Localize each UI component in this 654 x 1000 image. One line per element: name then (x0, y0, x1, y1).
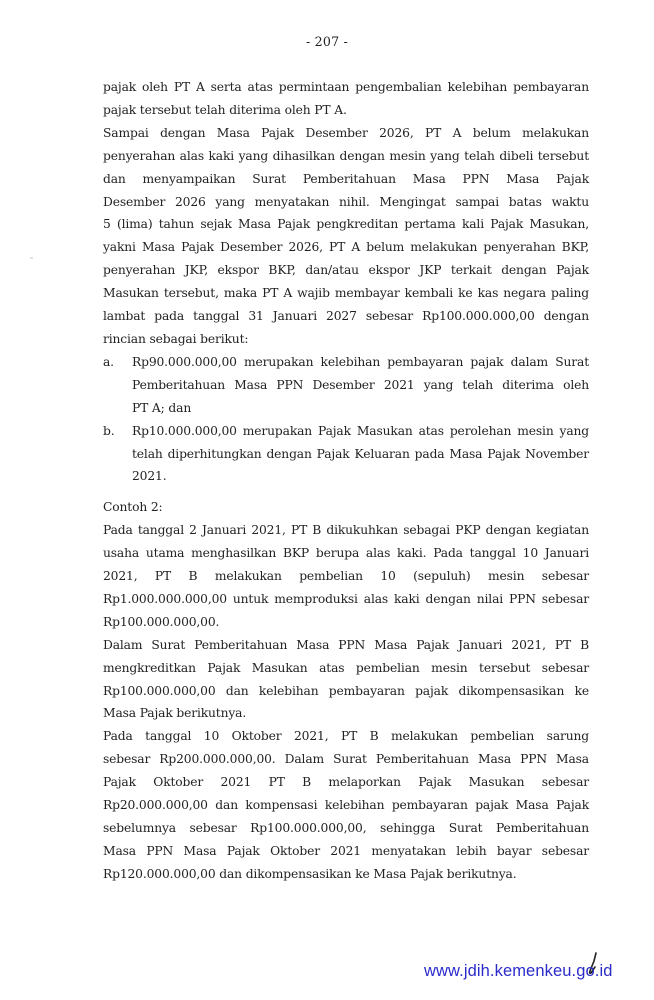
text-line: penyerahan JKP, ekspor BKP, dan/atau ekspor JKP terkait dengan Pajak (103, 263, 589, 278)
text-line: pajak oleh PT A serta atas permintaan pengembalian kelebihan pembayaran (103, 80, 589, 94)
text-line: Masa Pajak berikutnya. (103, 706, 247, 721)
paragraph-october-return (103, 725, 589, 885)
list-item (103, 420, 589, 489)
text-line: 2021, PT B melakukan pembelian 10 (sepuluh) mesin sebesar (103, 569, 589, 584)
text-line: Rp100.000.000,00. (103, 614, 220, 629)
jdih-website-link[interactable]: www.jdih.kemenkeu.go.id (424, 962, 613, 980)
text-line: 2021. (132, 469, 167, 484)
text-line: rincian sebagai berikut: (103, 331, 249, 346)
paragraph-example-intro (103, 519, 589, 634)
text-line: Pada tanggal 10 Oktober 2021, PT B melakukan pembelian sarung (103, 729, 589, 744)
text-line: pajak tersebut telah diterima oleh PT A. (103, 102, 347, 117)
list-item (103, 351, 589, 420)
text-line: Rp10.000.000,00 merupakan Pajak Masukan atas perolehan mesin yang (132, 423, 589, 438)
detail-list (103, 351, 589, 488)
text-line: lambat pada tanggal 31 Januari 2027 sebesar Rp100.000.000,00 dengan (103, 309, 589, 324)
text-line: Rp1.000.000.000,00 untuk memproduksi alas kaki dengan nilai PPN sebesar (103, 591, 589, 606)
text-line: Pajak Oktober 2021 PT B melaporkan Pajak Masukan sebesar (103, 775, 589, 790)
text-line: Rp20.000.000,00 dan kompensasi kelebihan pembayaran pajak Masa Pajak (103, 798, 589, 813)
list-marker: a. (103, 354, 114, 369)
text-line: Rp120.000.000,00 dan dikompensasikan ke Masa Pajak berikutnya. (103, 866, 517, 881)
list-marker: b. (103, 423, 115, 438)
text-line: penyerahan alas kaki yang dihasilkan dengan mesin yang telah dibeli tersebut (103, 148, 589, 163)
text-line: Masukan tersebut, maka PT A wajib membayar kembali ke kas negara paling (103, 286, 589, 301)
text-line: PT A; dan (132, 400, 192, 415)
page-number: - 207 - (306, 34, 348, 49)
heading-text: Contoh 2: (103, 500, 163, 515)
text-line: sebesar Rp200.000.000,00. Dalam Surat Pemberitahuan Masa PPN Masa (103, 752, 589, 767)
paragraph-deadline (103, 122, 589, 351)
text-line: sebelumnya sebesar Rp100.000.000,00, sehingga Surat Pemberitahuan (103, 821, 589, 835)
text-line: mengkreditkan Pajak Masukan atas pembelian mesin tersebut sebesar (103, 660, 589, 675)
text-line: dan menyampaikan Surat Pemberitahuan Masa PPN Masa Pajak (103, 171, 589, 186)
example-heading (103, 496, 589, 519)
text-line: telah diperhitungkan dengan Pajak Keluaran pada Masa Pajak November (132, 446, 589, 461)
text-line: Dalam Surat Pemberitahuan Masa PPN Masa Pajak Januari 2021, PT B (103, 637, 589, 652)
text-line: usaha utama menghasilkan BKP berupa alas kaki. Pada tanggal 10 Januari (103, 546, 589, 561)
text-line: yakni Masa Pajak Desember 2026, PT A belum melakukan penyerahan BKP, (103, 240, 589, 255)
paragraph-continuation (103, 76, 589, 122)
text-line: Rp100.000.000,00 dan kelebihan pembayaran pajak dikompensasikan ke (103, 683, 589, 698)
text-line: Sampai dengan Masa Pajak Desember 2026, PT A belum melakukan (103, 125, 589, 140)
text-line: Pada tanggal 2 Januari 2021, PT B dikukuhkan sebagai PKP dengan kegiatan (103, 523, 589, 538)
text-line: 5 (lima) tahun sejak Masa Pajak pengkreditan pertama kali Pajak Masukan, (103, 217, 589, 232)
document-body (103, 76, 589, 886)
paragraph-january-return (103, 634, 589, 726)
text-line: Masa PPN Masa Pajak Oktober 2021 menyatakan lebih bayar sebesar (103, 843, 589, 858)
text-line: Pemberitahuan Masa PPN Desember 2021 yang telah diterima oleh (132, 377, 589, 392)
text-line: Desember 2026 yang menyatakan nihil. Mengingat sampai batas waktu (103, 194, 589, 209)
scan-speck (30, 257, 33, 259)
text-line: Rp90.000.000,00 merupakan kelebihan pembayaran pajak dalam Surat (132, 354, 589, 369)
